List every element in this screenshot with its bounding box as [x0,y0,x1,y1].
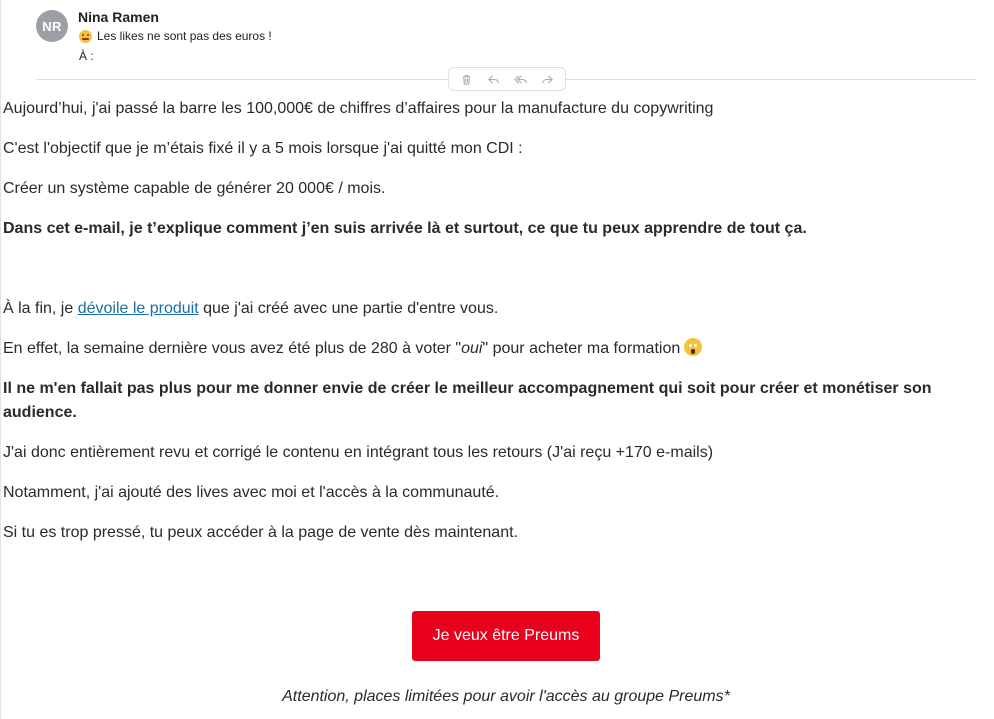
paragraph-system: Créer un système capable de générer 20 000€ / mois. [3,180,386,197]
paragraph-objective: C'est l'objectif que je m’étais fixé il y a 5 mois lorsque j'ai quitté mon CDI : [3,140,523,157]
cta-button[interactable]: Je veux être Preums [412,611,600,661]
sender-name: Nina Ramen [78,9,159,25]
paragraph-vote [3,337,702,361]
reveal-text-after: que j'ai créé avec une partie d'entre vous. [198,300,499,317]
paragraph-revenue: Aujourd’hui, j'ai passé la barre les 100,000€ de chiffres d’affaires pour la manufacture du copywriting [3,100,714,117]
avatar: NR [36,10,68,42]
recipient-line: À : [79,49,94,63]
paragraph-lives: Notamment, j'ai ajouté des lives avec moi et l'accès à la communauté. [3,484,500,501]
limited-places-note: Attention, places limitées pour avoir l'accès au groupe Preums* [282,688,730,705]
subject-text: Les likes ne sont pas des euros ! [97,29,272,43]
paragraph-reveal [3,297,498,321]
forward-icon[interactable] [539,70,557,88]
face-with-steam-icon [79,30,92,43]
email-subject [79,29,272,43]
email-header [36,8,956,64]
paragraph-revised: J'ai donc entièrement revu et corrigé le contenu en intégrant tous les retours (J'ai reçu +170 e-mails) [3,444,714,461]
paragraph-motivation-bold: Il ne m'en fallait pas plus pour me donner envie de créer le meilleur accompagnement qui soit pour créer et monétiser son audience. [3,380,932,421]
vote-text-em: oui [461,340,483,357]
screaming-face-icon [684,338,702,356]
paragraph-intro-bold: Dans cet e-mail, je t’explique comment j’en suis arrivée là et surtout, ce que tu peux apprendre de tout ça. [3,220,807,237]
vote-text-before: En effet, la semaine dernière vous avez été plus de 280 à voter " [3,340,462,357]
reply-icon[interactable] [485,70,503,88]
vote-text-after: " pour acheter ma formation [482,340,681,357]
paragraph-sales-page: Si tu es trop pressé, tu peux accéder à la page de vente dès maintenant. [3,524,518,541]
reply-all-icon[interactable] [512,70,530,88]
message-toolbar [448,67,566,91]
product-link[interactable]: dévoile le produit [77,300,199,317]
reveal-text-before: À la fin, je [3,300,78,317]
left-border [0,0,1,719]
trash-icon[interactable] [458,70,476,88]
